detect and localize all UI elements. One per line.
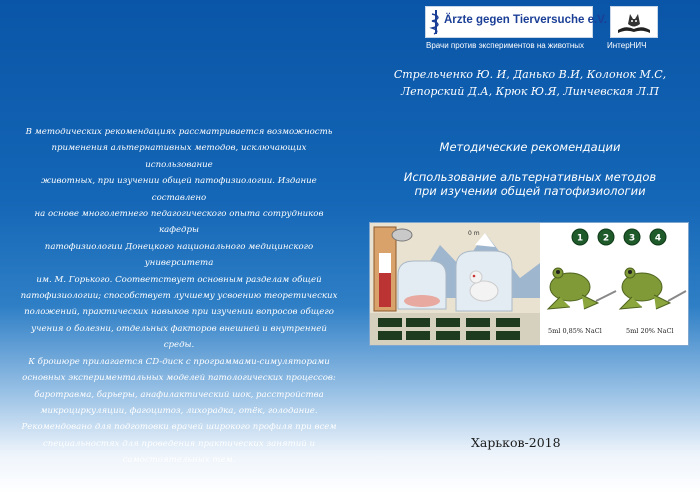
step-button-4-label: 4 — [654, 233, 662, 244]
aerzte-logo — [425, 6, 607, 38]
internich-subtitle: ИнтерНИЧ — [607, 41, 647, 50]
authors-line: Лепорский Д.А, Крюк Ю.Я, Линчевская Л.П — [400, 85, 659, 98]
illustration-canvas — [370, 223, 688, 345]
description-block — [18, 124, 340, 469]
step-button-2-label: 2 — [602, 233, 610, 244]
step-button-3-label: 3 — [628, 233, 636, 244]
description-line: патофизиологии Донецкого национального медицинского университета — [44, 241, 314, 269]
description-line: им. М. Горького. Соответствует основным разделам общей — [36, 274, 322, 285]
description-line: В методических рекомендациях рассматривается возможность — [25, 127, 333, 137]
book-fox-icon — [612, 8, 656, 36]
dead-mouse-icon — [404, 295, 440, 307]
control-panel — [370, 313, 540, 345]
mouse-icon — [470, 281, 498, 301]
book-title — [380, 170, 680, 198]
description-line: К брошюре прилагается CD-диск с программами-симуляторами — [28, 356, 330, 367]
authors — [388, 66, 672, 100]
description-line: на основе многолетнего педагогического опыта сотрудников кафедры — [34, 209, 324, 236]
city-year: Харьков-2018 — [471, 435, 561, 450]
description-line: основных экспериментальных моделей патологических процессов: — [22, 373, 336, 384]
description-line: Рекомендовано для подготовки врачей широкого профиля при всем — [21, 422, 337, 433]
description-line: применения альтернативных методов, исключающих использование — [51, 143, 307, 170]
description-line: патофизиологии; способствует лучшему усвоению теоретических — [20, 291, 338, 302]
description-line: микроциркуляции, фагоцитоз, лихорадка, отёк, голодание. — [40, 405, 318, 416]
step-button-1-label: 1 — [576, 233, 584, 244]
valve-knob-icon — [392, 229, 412, 241]
frog-label-1: 5ml 0,85% NaCl — [548, 327, 602, 335]
org-name: Ärzte gegen Tierversuche e.V. — [444, 14, 607, 26]
simulator-illustration — [369, 222, 689, 346]
title-line: Использование альтернативных методов — [403, 170, 657, 184]
title-line: при изучении общей патофизиологии — [414, 184, 646, 198]
frog-label-2: 5ml 20% NaCl — [626, 327, 674, 335]
description-line: положений, практических навыков при изучении вопросов общего — [24, 307, 334, 318]
altitude-label: 0 m — [468, 230, 480, 237]
org-subtitle: Врачи против экспериментов на животных — [426, 41, 584, 50]
internich-logo — [610, 6, 658, 38]
genre-label: Методические рекомендации — [439, 140, 621, 154]
caduceus-icon — [429, 9, 443, 35]
authors-line: Стрельченко Ю. И, Данько В.И, Колонок М.С, — [393, 68, 667, 81]
description-line: самостоятельных тем. — [122, 455, 236, 466]
description-line: учения о болезни, отдельных факторов внешней и внутренней среды. — [31, 323, 327, 351]
description-line: баротравма, барьеры, анафилактический шок, расстройства — [34, 389, 324, 400]
description-line: специальностях для проведения практических занятий и — [42, 438, 316, 449]
description-line: животных, при изучении общей патофизиологии. Издание составлено — [41, 176, 317, 203]
